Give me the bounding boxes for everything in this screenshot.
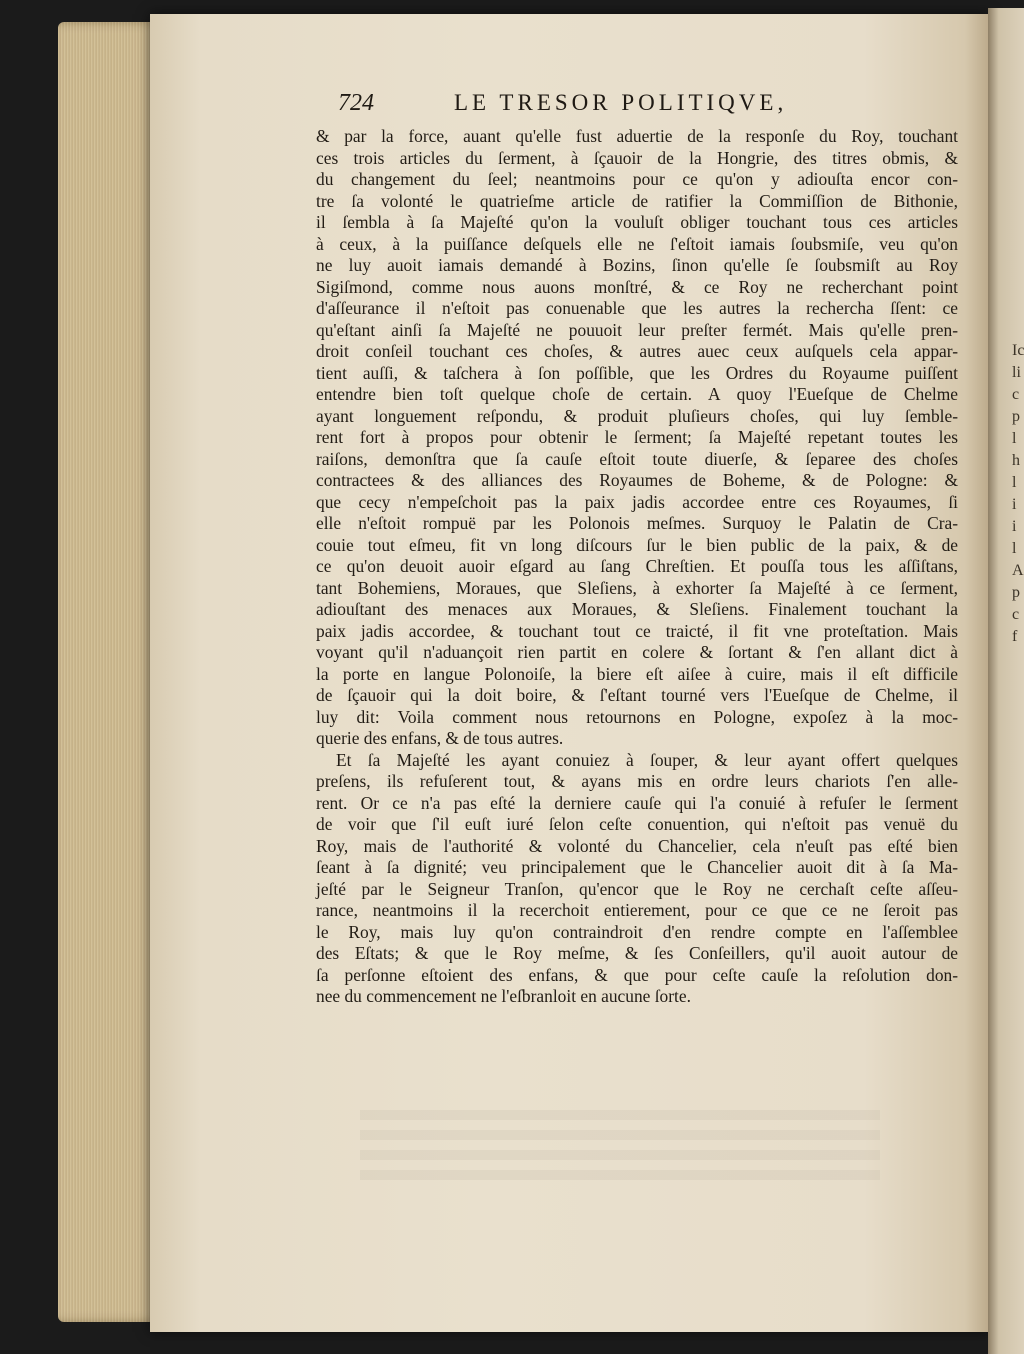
text-line: rance, neantmoins il la recerchoit entierement, pour ce que ce ne ſeroit pas [316,900,958,920]
text-line: raiſons, demonſtra que ſa cauſe eſtoit toute diuerſe, & ſeparee des choſes [316,448,958,469]
text-line: tre ſa volonté le quatrieſme article de ratifier la Commiſſion de Bithonie, [316,190,958,211]
text-line: la porte en langue Polonoiſe, la biere eſt aiſee à cuire, mais il eſt difficile [316,663,958,684]
text-line: preſens, ils refuſerent tout, & ayans mis en ordre leurs chariots ſ'en alle- [316,771,958,791]
text-line: tant Bohemiens, Moraues, que Sleſiens, à exhorter ſa Majeſté à ce ſerment, [316,577,958,598]
page-number: 724 [338,90,374,116]
text-line: ſeant à ſa dignité; veu principalement que le Chancelier auoit dit à ſa Ma- [316,857,958,877]
text-line: le Roy, mais luy qu'on contraindroit d'en rendre compte en l'aſſemblee [316,921,958,942]
show-through-ink [360,1110,880,1180]
body-text [316,126,958,1008]
text-line: nee du commencement ne l'eſbranloit en aucune ſorte. [316,986,691,1006]
text-line: d'aſſeurance il n'eſtoit pas conuenable que les autres la rechercha ſſent: ce [316,298,958,318]
text-line: que cecy n'empeſchoit pas la paix jadis accordee entre ces Royaumes, ſi [316,491,958,512]
text-line: droit conſeil touchant ces choſes, & autres auec ceux auſquels cela appar- [316,341,958,361]
text-line: contractees & des alliances des Royaumes de Boheme, & de Pologne: & [316,470,958,490]
text-line: adiouſtant des menaces aux Moraues, & Sleſiens. Finalement touchant la [316,599,958,619]
text-line: tient auſſi, & taſchera à ſon poſſible, que les Ordres du Royaume puiſſent [316,362,958,383]
text-line: ne luy auoit iamais demandé à Bozins, ſinon qu'elle ſe ſoubsmiſt au Roy [316,255,958,275]
text-line: jeſté par le Seigneur Tranſon, qu'encor que le Roy ne cerchaſt ceſte aſſeu- [316,878,958,899]
text-line: ce qu'on deuoit auoir eſgard au ſang Chreſtien. Et pouſſa tous les aſſiſtans, [316,556,958,576]
text-line: voyant qu'il n'aduançoit rien partit en colere & ſortant & ſ'en allant dict à [316,642,958,662]
text-line: & par la force, auant qu'elle fust aduertie de la responſe du Roy, touchant [316,126,958,146]
text-line: querie des enfans, & de tous autres. [316,728,564,748]
text-line: ces trois articles du ſerment, à ſçauoir de la Hongrie, des titres obmis, & [316,147,958,168]
book-block-edge [58,22,160,1322]
text-line: ayant longuement reſpondu, & produit pluſieurs choſes, qui luy ſemble- [316,405,958,426]
text-line: rent fort à propos pour obtenir le ſerment; ſa Majeſté repetant toutes les [316,427,958,447]
text-line: de voir que ſ'il euſt iuré ſelon ceſte conuention, qui n'eſtoit pas venuë du [316,814,958,834]
next-page-fragment-text: Ic li c p l h l i i l A p c f [1012,342,1024,645]
text-line: il ſembla à ſa Majeſté qu'on la vouluſt obliger touchant tous ces articles [316,212,958,232]
text-line: à ceux, à la puiſſance deſquels elle ne ſ'eſtoit iamais ſoubsmiſe, veu qu'on [316,233,958,254]
next-page-sliver [988,8,1024,1354]
text-line: couie tout eſmeu, fit vn long diſcours ſur le bien public de la paix, & de [316,534,958,555]
text-line: rent. Or ce n'a pas eſté la derniere cauſe qui l'a conuié à refuſer le ſerment [316,792,958,813]
text-line: qu'eſtant ainſi ſa Majeſté ne pouuoit leur preſter fermét. Mais qu'elle pren- [316,319,958,340]
text-line: paix jadis accordee, & touchant tout ce traicté, il fit vne proteſtation. Mais [316,620,958,641]
text-line: Roy, mais de l'authorité & volonté du Chancelier, cela n'euſt pas eſté bien [316,835,958,856]
text-line: Sigiſmond, comme nous auons monſtré, & ce Roy ne recherchant point [316,276,958,297]
text-line: ſa perſonne eſtoient des enfans, & que pour ceſte cauſe la reſolution don- [316,964,958,985]
page-header [338,90,968,120]
text-line: de ſçauoir qui la doit boire, & ſ'eſtant tourné vers l'Eueſque de Chelme, il [316,685,958,705]
text-line: des Eſtats; & que le Roy meſme, & ſes Conſeillers, qu'il auoit autour de [316,943,958,963]
text-line: Et ſa Majeſté les ayant conuiez à ſouper, & leur ayant offert quelques [336,749,958,770]
text-line: elle n'eſtoit rompuë par les Polonois meſmes. Surquoy le Palatin de Cra- [316,513,958,533]
text-line: luy dit: Voila comment nous retournons en Pologne, expoſez à la moc- [316,706,958,727]
text-line: du changement du ſeel; neantmoins pour ce qu'on y adiouſta encor con- [316,169,958,189]
running-title: LE TRESOR POLITIQVE, [454,90,788,115]
text-line: entendre bien toſt quelque choſe de certain. A quoy l'Eueſque de Chelme [316,384,958,404]
